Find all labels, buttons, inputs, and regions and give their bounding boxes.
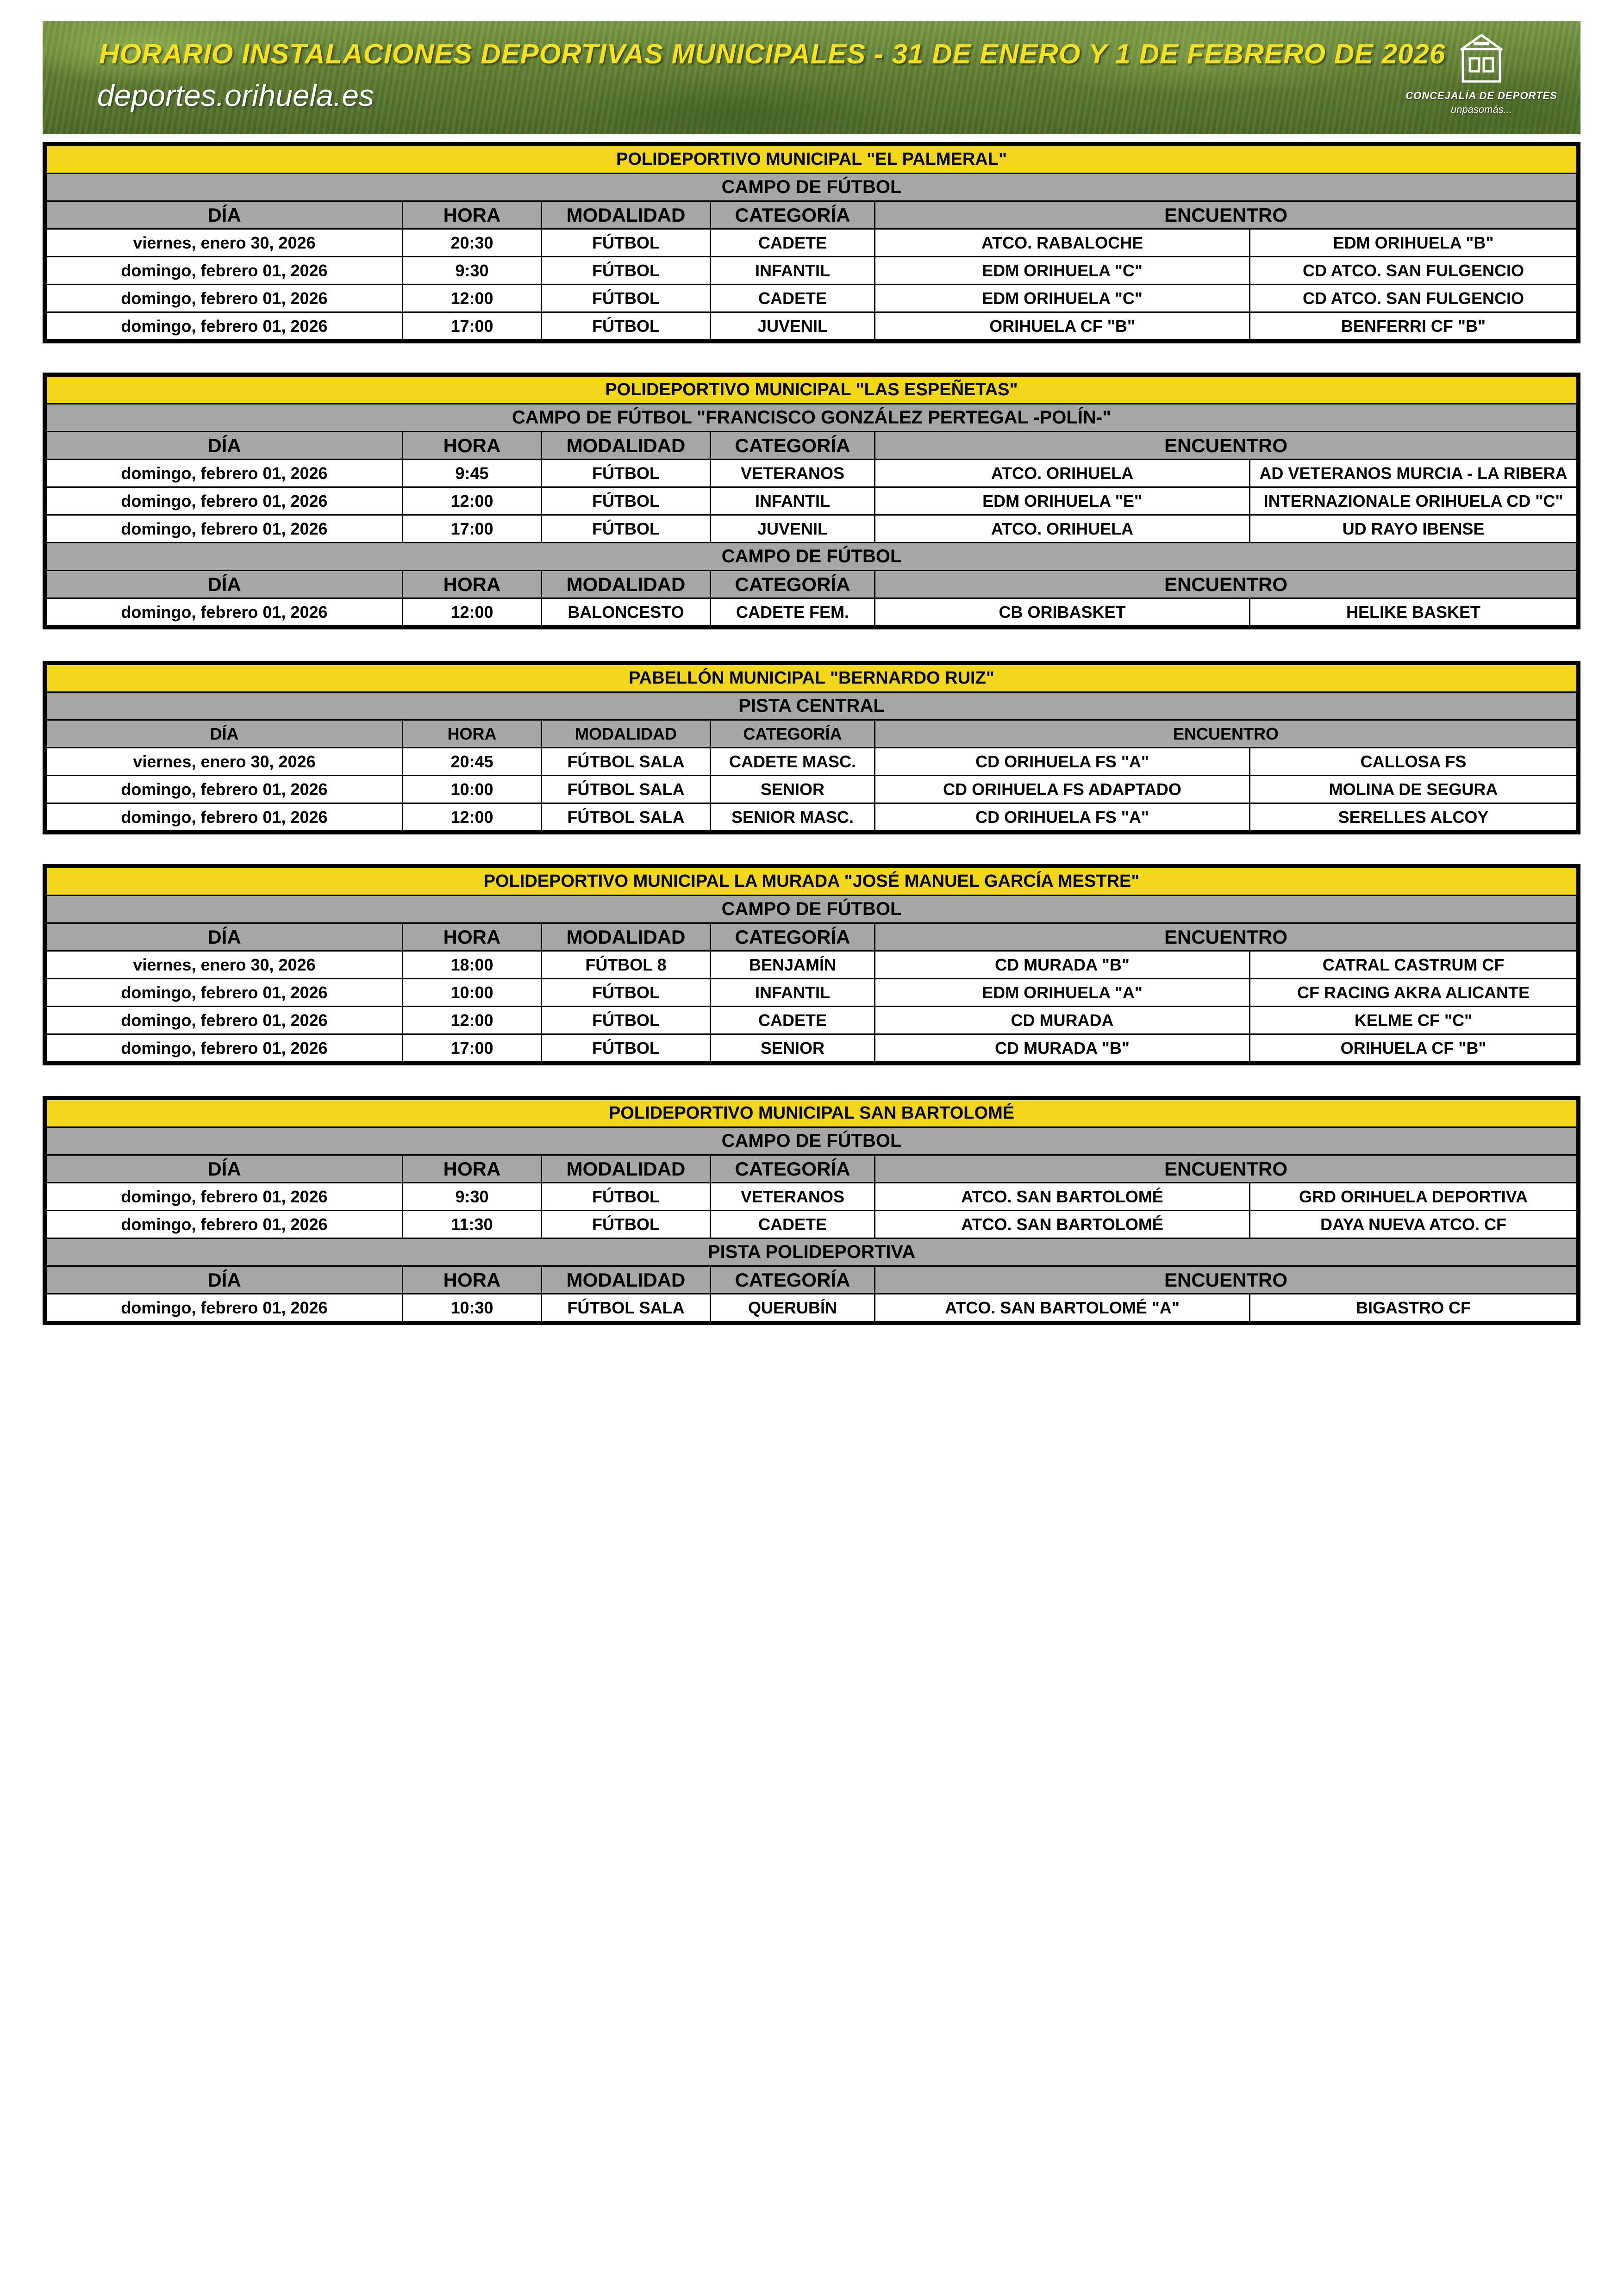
cell-dia: domingo, febrero 01, 2026 — [46, 1007, 403, 1034]
section-title: CAMPO DE FÚTBOL "FRANCISCO GONZÁLEZ PERTEGAL -POLÍN-" — [46, 404, 1577, 432]
cell-visitor-team: MOLINA DE SEGURA — [1250, 776, 1577, 803]
col-header-categoria: CATEGORÍA — [711, 1266, 875, 1294]
cell-hora: 12:00 — [403, 285, 542, 312]
cell-modalidad: FÚTBOL — [542, 487, 711, 515]
table-row — [46, 776, 1577, 803]
cell-dia: domingo, febrero 01, 2026 — [46, 285, 403, 312]
schedule-table — [45, 145, 1578, 341]
cell-modalidad: FÚTBOL 8 — [542, 951, 711, 979]
col-header-hora: HORA — [403, 720, 542, 748]
cell-hora: 20:30 — [403, 229, 542, 257]
cell-visitor-team: CATRAL CASTRUM CF — [1250, 951, 1577, 979]
cell-visitor-team: ORIHUELA CF "B" — [1250, 1034, 1577, 1062]
cell-categoria: CADETE — [711, 1211, 875, 1238]
col-header-dia: DÍA — [46, 201, 403, 229]
venue-bernardo-ruiz — [43, 661, 1580, 834]
table-row — [46, 1034, 1577, 1062]
schedule-table — [45, 1099, 1578, 1322]
table-row — [46, 257, 1577, 285]
cell-categoria: INFANTIL — [711, 487, 875, 515]
cell-categoria: INFANTIL — [711, 257, 875, 285]
cell-dia: domingo, febrero 01, 2026 — [46, 1211, 403, 1238]
cell-categoria: CADETE — [711, 285, 875, 312]
col-header-dia: DÍA — [46, 432, 403, 460]
table-row — [46, 312, 1577, 340]
cell-local-team: ATCO. ORIHUELA — [875, 515, 1250, 543]
page-title: HORARIO INSTALACIONES DEPORTIVAS MUNICIPALES - 31 DE ENERO Y 1 DE FEBRERO DE 2026 — [99, 38, 1446, 69]
section-title: PISTA POLIDEPORTIVA — [46, 1238, 1577, 1266]
cell-local-team: EDM ORIHUELA "A" — [875, 979, 1250, 1007]
cell-local-team: CD ORIHUELA FS "A" — [875, 803, 1250, 831]
cell-hora: 9:30 — [403, 257, 542, 285]
table-row — [46, 979, 1577, 1007]
cell-categoria: CADETE FEM. — [711, 598, 875, 626]
cell-visitor-team: GRD ORIHUELA DEPORTIVA — [1250, 1183, 1577, 1211]
table-row — [46, 487, 1577, 515]
cell-local-team: CD ORIHUELA FS "A" — [875, 748, 1250, 776]
cell-local-team: ORIHUELA CF "B" — [875, 312, 1250, 340]
section-title: CAMPO DE FÚTBOL — [46, 1127, 1577, 1155]
cell-categoria: CADETE — [711, 1007, 875, 1034]
table-row — [46, 285, 1577, 312]
cell-dia: domingo, febrero 01, 2026 — [46, 803, 403, 831]
cell-local-team: CD ORIHUELA FS ADAPTADO — [875, 776, 1250, 803]
cell-categoria: SENIOR — [711, 776, 875, 803]
cell-visitor-team: CALLOSA FS — [1250, 748, 1577, 776]
col-header-dia: DÍA — [46, 571, 403, 598]
column-header-row — [46, 571, 1577, 598]
col-header-modalidad: MODALIDAD — [542, 432, 711, 460]
col-header-encuentro: ENCUENTRO — [875, 1155, 1577, 1183]
cell-visitor-team: HELIKE BASKET — [1250, 598, 1577, 626]
column-header-row — [46, 201, 1577, 229]
col-header-dia: DÍA — [46, 1155, 403, 1183]
cell-visitor-team: DAYA NUEVA ATCO. CF — [1250, 1211, 1577, 1238]
column-header-row — [46, 1266, 1577, 1294]
schedule-table — [45, 375, 1578, 627]
table-row — [46, 803, 1577, 831]
col-header-hora: HORA — [403, 1266, 542, 1294]
cell-modalidad: FÚTBOL — [542, 1183, 711, 1211]
section-title-row — [46, 174, 1577, 201]
cell-modalidad: FÚTBOL SALA — [542, 776, 711, 803]
cell-local-team: ATCO. ORIHUELA — [875, 460, 1250, 487]
cell-hora: 10:00 — [403, 776, 542, 803]
col-header-modalidad: MODALIDAD — [542, 1266, 711, 1294]
table-row — [46, 951, 1577, 979]
cell-visitor-team: CD ATCO. SAN FULGENCIO — [1250, 285, 1577, 312]
cell-local-team: CD MURADA — [875, 1007, 1250, 1034]
cell-dia: domingo, febrero 01, 2026 — [46, 1034, 403, 1062]
cell-visitor-team: UD RAYO IBENSE — [1250, 515, 1577, 543]
col-header-categoria: CATEGORÍA — [711, 201, 875, 229]
cell-visitor-team: BENFERRI CF "B" — [1250, 312, 1577, 340]
cell-dia: viernes, enero 30, 2026 — [46, 748, 403, 776]
schedule-table — [45, 867, 1578, 1063]
cell-dia: viernes, enero 30, 2026 — [46, 951, 403, 979]
cell-categoria: QUERUBÍN — [711, 1294, 875, 1322]
section-title-row — [46, 896, 1577, 923]
website-link[interactable]: deportes.orihuela.es — [97, 78, 375, 112]
cell-local-team: CD MURADA "B" — [875, 1034, 1250, 1062]
table-row — [46, 229, 1577, 257]
col-header-encuentro: ENCUENTRO — [875, 201, 1577, 229]
cell-modalidad: FÚTBOL — [542, 285, 711, 312]
logo-name: CONCEJALÍA DE DEPORTES — [1405, 90, 1557, 101]
cell-local-team: EDM ORIHUELA "C" — [875, 285, 1250, 312]
col-header-modalidad: MODALIDAD — [542, 720, 711, 748]
table-row — [46, 1294, 1577, 1322]
cell-hora: 12:00 — [403, 487, 542, 515]
column-header-row — [46, 720, 1577, 748]
cell-modalidad: FÚTBOL — [542, 1007, 711, 1034]
col-header-modalidad: MODALIDAD — [542, 1155, 711, 1183]
cell-modalidad: FÚTBOL SALA — [542, 1294, 711, 1322]
venue-title-row — [46, 868, 1577, 896]
section-title-row — [46, 543, 1577, 571]
col-header-modalidad: MODALIDAD — [542, 571, 711, 598]
col-header-encuentro: ENCUENTRO — [875, 923, 1577, 951]
cell-local-team: ATCO. RABALOCHE — [875, 229, 1250, 257]
cell-dia: domingo, febrero 01, 2026 — [46, 312, 403, 340]
cell-categoria: SENIOR MASC. — [711, 803, 875, 831]
cell-dia: domingo, febrero 01, 2026 — [46, 979, 403, 1007]
col-header-encuentro: ENCUENTRO — [875, 720, 1577, 748]
cell-dia: domingo, febrero 01, 2026 — [46, 598, 403, 626]
header-banner — [43, 21, 1580, 134]
cell-modalidad: FÚTBOL — [542, 1211, 711, 1238]
cell-hora: 11:30 — [403, 1211, 542, 1238]
cell-dia: domingo, febrero 01, 2026 — [46, 515, 403, 543]
col-header-modalidad: MODALIDAD — [542, 923, 711, 951]
cell-categoria: CADETE MASC. — [711, 748, 875, 776]
cell-hora: 18:00 — [403, 951, 542, 979]
cell-categoria: JUVENIL — [711, 312, 875, 340]
cell-modalidad: FÚTBOL — [542, 257, 711, 285]
section-title: CAMPO DE FÚTBOL — [46, 896, 1577, 923]
cell-categoria: VETERANOS — [711, 1183, 875, 1211]
cell-hora: 17:00 — [403, 515, 542, 543]
venue-san-bartolome — [43, 1096, 1580, 1325]
cell-local-team: CB ORIBASKET — [875, 598, 1250, 626]
col-header-hora: HORA — [403, 432, 542, 460]
column-header-row — [46, 923, 1577, 951]
concejalia-logo — [1393, 31, 1569, 130]
col-header-hora: HORA — [403, 201, 542, 229]
cell-local-team: EDM ORIHUELA "E" — [875, 487, 1250, 515]
cell-visitor-team: KELME CF "C" — [1250, 1007, 1577, 1034]
col-header-categoria: CATEGORÍA — [711, 571, 875, 598]
table-row — [46, 1211, 1577, 1238]
cell-hora: 10:30 — [403, 1294, 542, 1322]
cell-categoria: INFANTIL — [711, 979, 875, 1007]
cell-local-team: EDM ORIHUELA "C" — [875, 257, 1250, 285]
column-header-row — [46, 1155, 1577, 1183]
section-title-row — [46, 404, 1577, 432]
cell-hora: 9:30 — [403, 1183, 542, 1211]
section-title-row — [46, 1238, 1577, 1266]
venue-title: PABELLÓN MUNICIPAL "BERNARDO RUIZ" — [46, 665, 1577, 692]
cell-dia: domingo, febrero 01, 2026 — [46, 776, 403, 803]
cell-dia: domingo, febrero 01, 2026 — [46, 1294, 403, 1322]
col-header-dia: DÍA — [46, 923, 403, 951]
venue-la-murada — [43, 864, 1580, 1065]
col-header-encuentro: ENCUENTRO — [875, 571, 1577, 598]
table-row — [46, 748, 1577, 776]
cell-modalidad: FÚTBOL — [542, 312, 711, 340]
cell-visitor-team: BIGASTRO CF — [1250, 1294, 1577, 1322]
section-title: CAMPO DE FÚTBOL — [46, 543, 1577, 571]
cell-visitor-team: EDM ORIHUELA "B" — [1250, 229, 1577, 257]
table-row — [46, 1007, 1577, 1034]
venue-las-espenetas — [43, 373, 1580, 629]
cell-categoria: CADETE — [711, 229, 875, 257]
col-header-encuentro: ENCUENTRO — [875, 1266, 1577, 1294]
col-header-categoria: CATEGORÍA — [711, 432, 875, 460]
venue-title: POLIDEPORTIVO MUNICIPAL SAN BARTOLOMÉ — [46, 1100, 1577, 1127]
column-header-row — [46, 432, 1577, 460]
section-title-row — [46, 692, 1577, 720]
col-header-categoria: CATEGORÍA — [711, 923, 875, 951]
table-row — [46, 598, 1577, 626]
venue-el-palmeral — [43, 142, 1580, 343]
cell-dia: domingo, febrero 01, 2026 — [46, 257, 403, 285]
cell-hora: 20:45 — [403, 748, 542, 776]
cell-local-team: ATCO. SAN BARTOLOMÉ — [875, 1183, 1250, 1211]
venue-title-row — [46, 146, 1577, 174]
venue-title-row — [46, 376, 1577, 404]
venue-title-row — [46, 1100, 1577, 1127]
cell-visitor-team: INTERNAZIONALE ORIHUELA CD "C" — [1250, 487, 1577, 515]
cell-local-team: ATCO. SAN BARTOLOMÉ "A" — [875, 1294, 1250, 1322]
cell-categoria: VETERANOS — [711, 460, 875, 487]
cell-modalidad: FÚTBOL — [542, 979, 711, 1007]
cell-modalidad: FÚTBOL — [542, 460, 711, 487]
cell-dia: domingo, febrero 01, 2026 — [46, 1183, 403, 1211]
table-row — [46, 460, 1577, 487]
cell-categoria: SENIOR — [711, 1034, 875, 1062]
cell-hora: 12:00 — [403, 1007, 542, 1034]
col-header-dia: DÍA — [46, 1266, 403, 1294]
cell-visitor-team: SERELLES ALCOY — [1250, 803, 1577, 831]
col-header-hora: HORA — [403, 571, 542, 598]
cell-visitor-team: CF RACING AKRA ALICANTE — [1250, 979, 1577, 1007]
cell-modalidad: BALONCESTO — [542, 598, 711, 626]
table-row — [46, 1183, 1577, 1211]
col-header-hora: HORA — [403, 1155, 542, 1183]
col-header-encuentro: ENCUENTRO — [875, 432, 1577, 460]
cell-visitor-team: CD ATCO. SAN FULGENCIO — [1250, 257, 1577, 285]
cell-hora: 17:00 — [403, 1034, 542, 1062]
cell-dia: domingo, febrero 01, 2026 — [46, 487, 403, 515]
building-logo-icon — [1447, 31, 1516, 86]
col-header-hora: HORA — [403, 923, 542, 951]
schedule-table — [45, 664, 1578, 832]
section-title-row — [46, 1127, 1577, 1155]
cell-hora: 12:00 — [403, 598, 542, 626]
cell-hora: 10:00 — [403, 979, 542, 1007]
section-title: CAMPO DE FÚTBOL — [46, 174, 1577, 201]
table-row — [46, 515, 1577, 543]
cell-modalidad: FÚTBOL — [542, 229, 711, 257]
cell-dia: domingo, febrero 01, 2026 — [46, 460, 403, 487]
col-header-dia: DÍA — [46, 720, 403, 748]
col-header-categoria: CATEGORÍA — [711, 720, 875, 748]
cell-local-team: CD MURADA "B" — [875, 951, 1250, 979]
cell-visitor-team: AD VETERANOS MURCIA - LA RIBERA — [1250, 460, 1577, 487]
cell-modalidad: FÚTBOL SALA — [542, 748, 711, 776]
cell-categoria: BENJAMÍN — [711, 951, 875, 979]
venue-title: POLIDEPORTIVO MUNICIPAL LA MURADA "JOSÉ MANUEL GARCÍA MESTRE" — [46, 868, 1577, 896]
col-header-categoria: CATEGORÍA — [711, 1155, 875, 1183]
cell-modalidad: FÚTBOL — [542, 515, 711, 543]
logo-tagline: unpasomás... — [1450, 104, 1512, 115]
col-header-modalidad: MODALIDAD — [542, 201, 711, 229]
venue-title: POLIDEPORTIVO MUNICIPAL "EL PALMERAL" — [46, 146, 1577, 174]
cell-hora: 17:00 — [403, 312, 542, 340]
cell-hora: 12:00 — [403, 803, 542, 831]
venue-title-row — [46, 665, 1577, 692]
cell-modalidad: FÚTBOL — [542, 1034, 711, 1062]
venue-title: POLIDEPORTIVO MUNICIPAL "LAS ESPEÑETAS" — [46, 376, 1577, 404]
cell-dia: viernes, enero 30, 2026 — [46, 229, 403, 257]
cell-modalidad: FÚTBOL SALA — [542, 803, 711, 831]
cell-local-team: ATCO. SAN BARTOLOMÉ — [875, 1211, 1250, 1238]
cell-hora: 9:45 — [403, 460, 542, 487]
cell-categoria: JUVENIL — [711, 515, 875, 543]
section-title: PISTA CENTRAL — [46, 692, 1577, 720]
